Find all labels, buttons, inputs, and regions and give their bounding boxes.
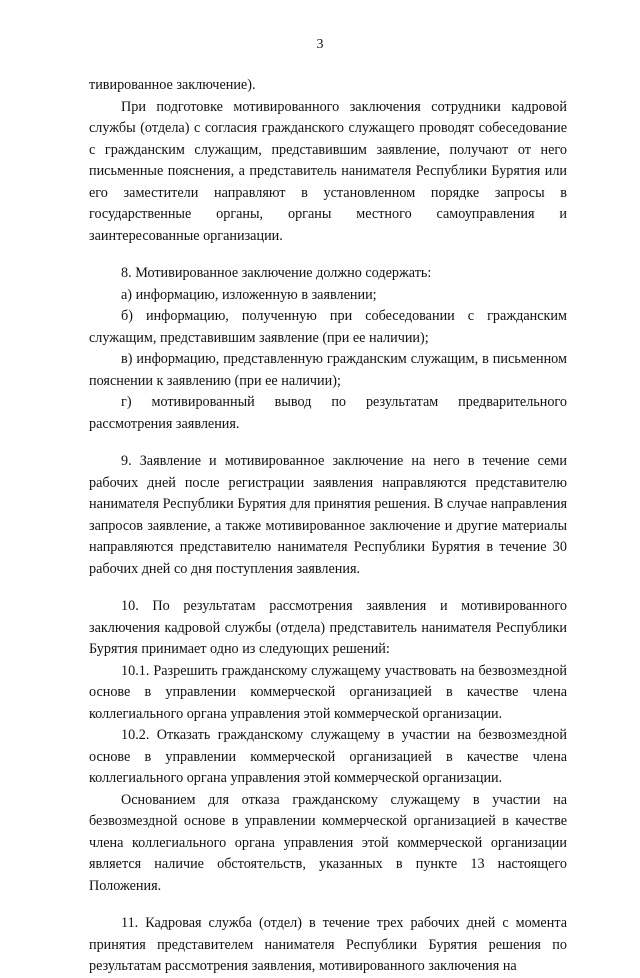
paragraph-gap: [89, 435, 567, 451]
paragraph: 10. По результатам рассмотрения заявления и мотивированного заключения кадровой службы (отдела) представитель нанимателя Республики Бурятия принимает одно из следующих решений:: [89, 598, 567, 657]
paragraph: тивированное заключение).: [89, 77, 256, 93]
paragraph: При подготовке мотивированного заключения сотрудники кадровой службы (отдела) с согласия гражданского служащего проводят собеседование с гражданским служащим, представившим заявление, получают от него письменные пояснения, а представитель нанимателя Республики Бурятия или его заместители направляют в установленном порядке запросы в государственные органы, органы местного самоуправления и заинтересованные организации.: [89, 98, 567, 244]
page-number: 3: [316, 37, 324, 52]
paragraph: 10.2. Отказать гражданскому служащему в участии на безвозмездной основе в управлении коммерческой организацией в качестве члена коллегиального органа управления этой коммерческой организации.: [89, 727, 567, 786]
paragraph: а) информацию, изложенную в заявлении;: [121, 286, 377, 303]
paragraph: 9. Заявление и мотивированное заключение на него в течение семи рабочих дней после регистрации заявления направляются представителю нанимателя Республики Бурятия для принятия решения. В случае направления запросов заявление, а также мотивированное заключение и другие материалы направляются представителю нанимателя Республики Бурятия в течение 30 рабочих дней со дня поступления заявления.: [89, 453, 567, 577]
paragraph: 8. Мотивированное заключение должно содержать:: [121, 265, 432, 281]
paragraph: 11. Кадровая служба (отдел) в течение трех рабочих дней с момента принятия представителем нанимателя Республики Бурятия решения по результатам рассмотрения заявления, мотивированного заключения на: [89, 915, 567, 974]
document-body: [89, 75, 567, 978]
paragraph: Основанием для отказа гражданскому служащему в участии на безвозмездной основе в управлении коммерческой организацией в качестве члена коллегиального органа управления этой коммерческой организации является наличие обстоятельств, указанных в пункте 13 настоящего Положения.: [89, 791, 567, 894]
paragraph-gap: [89, 897, 567, 913]
paragraph: г) мотивированный вывод по результатам предварительного рассмотрения заявления.: [89, 394, 567, 432]
paragraph: 10.1. Разрешить гражданскому служащему участвовать на безвозмездной основе в управлении коммерческой организацией в качестве члена коллегиального органа управления этой коммерческой организации.: [89, 662, 567, 722]
paragraph: в) информацию, представленную гражданским служащим, в письменном пояснении к заявлению (при ее наличии);: [89, 351, 567, 389]
paragraph-gap: [89, 247, 567, 263]
paragraph-gap: [89, 580, 567, 596]
paragraph: б) информацию, полученную при собеседовании с гражданским служащим, представившим заявление (при ее наличии);: [89, 308, 567, 346]
